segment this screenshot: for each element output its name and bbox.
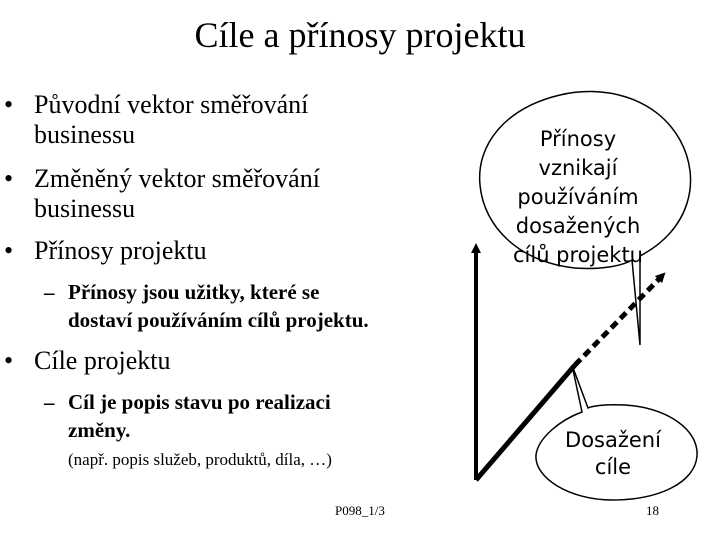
page-number: 18 [646,503,659,518]
bullet-line: businessu [34,120,136,149]
callout-line: cíle [594,455,632,479]
sub-bullet-marker: – [44,280,55,304]
bullet-line: Přínosy projektu [34,236,207,265]
sub-bullet-line: Cíl je popis stavu po realizaci [68,390,331,414]
sub-bullet-line: dostaví používáním cílů projektu. [68,308,369,332]
benefits-callout-text [492,125,664,270]
callout-line: Dosažení [565,428,661,452]
bullet-marker: • [4,164,14,193]
bullet-marker: • [4,236,14,265]
goal-callout-text [545,427,681,481]
callout-line: dosažených [515,214,641,238]
example-note: (např. popis služeb, produktů, díla, …) [68,450,332,469]
benefits-dashed-arrow [575,276,662,365]
sub-bullet-line: změny. [68,418,131,442]
callout-line: používáním [517,185,639,209]
bullet-line: businessu [34,194,136,223]
bullet-marker: • [4,346,14,375]
callout-line: Přínosy [539,127,617,151]
callout-line: cílů projektu [512,243,643,267]
bullet-line: Původní vektor směřování [34,90,309,119]
sub-bullet-marker: – [44,390,55,414]
bullet-line: Cíle projektu [34,346,171,375]
callout-line: vznikají [538,156,618,180]
slide-title: Cíle a přínosy projektu [194,15,526,55]
slide-footer: P098_1/3 [335,503,385,518]
bullet-marker: • [4,90,14,119]
sub-bullet-line: Přínosy jsou užitky, které se [68,280,320,304]
bullet-line: Změněný vektor směřování [34,164,320,193]
